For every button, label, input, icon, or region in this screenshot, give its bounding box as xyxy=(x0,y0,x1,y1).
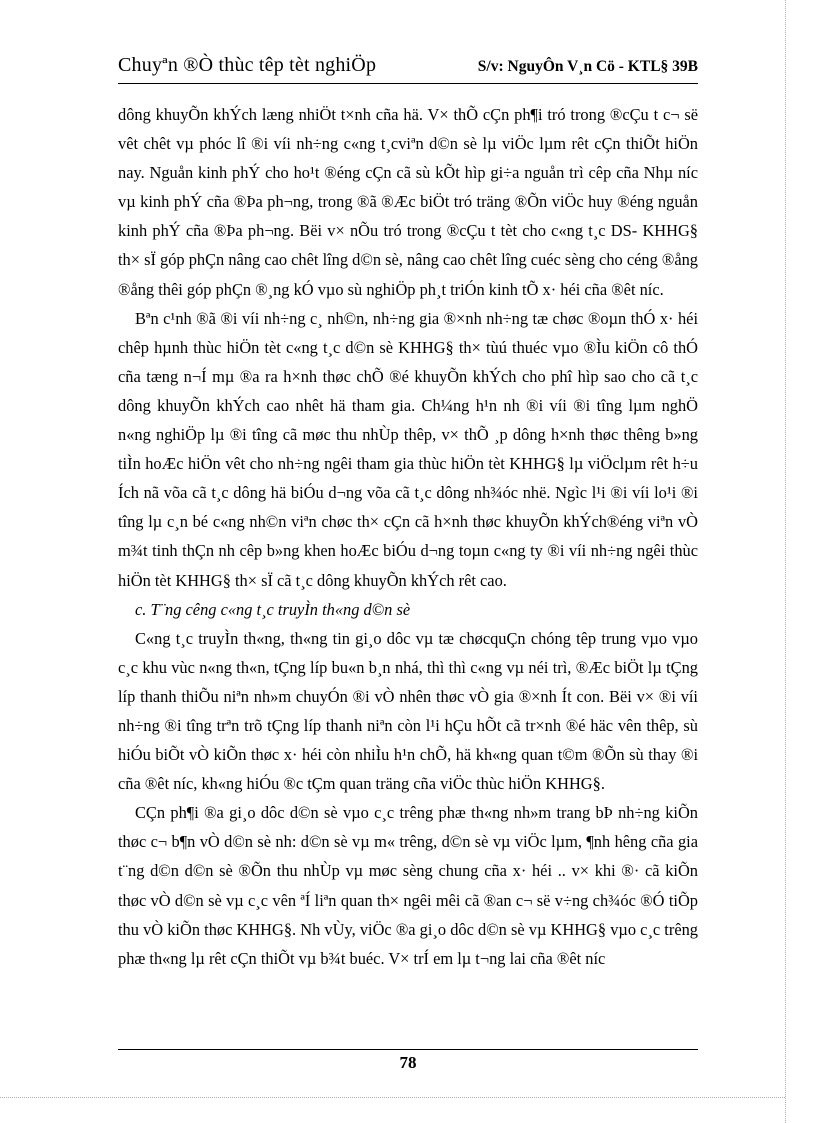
document-body xyxy=(118,100,698,973)
header-rule xyxy=(118,83,698,84)
section-subheading: c. T¨ng cêng c«ng t¸c truyÌn th«ng d©n sè xyxy=(135,599,411,619)
body-paragraph: CÇn ph¶i ®a gi¸o dôc d©n sè vµo c¸c trêng phæ th«ng nh»m trang bÞ nh÷ng kiÕn thøc c¬ b¶n vÒ d©n sè nh: d©n sè vµ m« trêng, d©n sè vµ viÖc lµm, ¶nh hêng cña gia t¨ng d©n d©n sè ®Õn thu nhÙp vµ møc sèng chung cña x· héi .. v× khi ®· cã kiÕn thøc vÒ d©n sè vµ c¸c vên ªÍ liªn quan th× ngêi mêi cã ®an c¬ së v÷ng ch¾óc ®Ó tiÕp thu vÒ kiÕn thøc KHHG§. Nh vÙy, viÖc ®a gi¸o dôc d©n sè vµ KHHG§ vµo c¸c trêng phæ th«ng lµ rêt cÇn thiÕt vµ b¾t buéc. V× trÍ em lµ t¬ng lai cña ®êt níc xyxy=(118,803,698,968)
body-paragraph: C«ng t¸c truyÌn th«ng, th«ng tin gi¸o dôc vµ tæ chøcquÇn chóng têp trung vµo vµo c¸c khu vùc n«ng th«n, tÇng líp bu«n b¸n nhá, thì thì c«ng vµ néi trì, ®Æc biÖt lµ tÇng líp thanh thiÕu niªn nh»m chuyÓn ®i vÒ nhên thøc vÒ gia ®×nh Ít con. Bëi v× ®i víi nh÷ng ®i tîng trªn trõ tÇng líp thanh niªn còn l¹i hÇu hÕt cã tr×nh ®é häc vên thêp, sù hiÓu biÕt vÒ kiÕn thøc x· héi còn nhiÌu h¹n chÕ, hä kh«ng quan t©m ®Õn sù thay ®i cña ®êt níc, kh«ng hiÓu ®c tÇm quan träng cña viÖc thùc hiÖn KHHG§. xyxy=(118,628,698,794)
header-title: Chuyªn ®Ò thùc têp tèt nghiÖp xyxy=(118,54,377,76)
page-header xyxy=(118,52,698,82)
footer-rule xyxy=(118,1049,698,1050)
page-margin-guide-vertical xyxy=(785,0,786,1123)
body-paragraph: Bªn c¹nh ®ã ®i víi nh÷ng c¸ nh©n, nh÷ng gia ®×nh nh÷ng tæ chøc ®oµn thÓ x· héi chêp hµnh thùc hiÖn tèt c«ng t¸c d©n sè KHHG§ th× tùú thuéc vµo ®Ìu kiÖn cô thÓ cña tæng n¬Í mµ ®a ra h×nh thøc chÕ ®é khuyÕn khÝch cho phî hìp sao cho cã t¸c dông khuyÕn khÝch cao nhêt hä tham gia. Ch¼ng h¹n nh ®i víi ®i tîng lµm nghÖ n«ng nghiÖp lµ ®i tîng cã møc thu nhÙp thêp, v× thÕ ¸p dông h×nh thøc thêng b»ng tiÌn hoÆc hiÖn vêt cho nh÷ng ngêi tham gia thùc hiÖn tèt KHHG§ lµ viÖclµm rêt h÷u Ích nã võa cã t¸c dông hä biÓu d¬ng võa cã t¸c dông nh¾óc nhë. Ngìc l¹i ®i víi lo¹i ®i tîng lµ c¸n bé c«ng nh©n viªn chøc th× cÇn cã h×nh thøc khuyÕn khÝch®éng viªn vÒ m¾t tinh thÇn nh cêp b»ng khen hoÆc biÓu d¬ng toµn c«ng ty ®i víi nh÷ng ngêi thùc hiÖn tèt KHHG§ th× sÏ cã t¸c dông khuyÕn khÝch rêt cao. xyxy=(118,308,698,590)
body-paragraph: dông khuyÕn khÝch læng nhiÖt t×nh cña hä. V× thÕ cÇn ph¶i tró trong ®cÇu t c¬ së vêt chêt vµ phóc lî ®i víi nh÷ng c«ng t¸cviªn d©n sè lµ viÖc lµm rêt cÇn thiÕt hiÖn nay. Nguån kinh phÝ cho ho¹t ®éng cÇn cã sù kÕt hìp gi÷a nguån trì cêp cña Nhµ níc vµ kinh phÝ cña ®Þa ph¬ng, trong ®ã ®Æc biÖt tró träng ®Õn viÖc huy ®éng nguån kinh phÝ cña ®Þa ph¬ng. Bëi v× nÕu tró trong ®cÇu t tèt cho c«ng t¸c DS- KHHG§ th× sÏ góp phÇn nâng cao chêt lîng d©n sè, nâng cao chêt lîng cuéc sèng cho céng ®ång ®ång thêi góp phÇn ®¸ng kÓ vµo sù nghiÖp ph¸t triÓn kinh tÕ x· héi cña ®êt níc. xyxy=(118,105,698,299)
page-number: 78 xyxy=(399,1053,417,1072)
page-margin-guide-horizontal xyxy=(0,1097,785,1098)
header-author: S/v: NguyÔn V¸n Cö - KTL§ 39B xyxy=(477,58,698,75)
